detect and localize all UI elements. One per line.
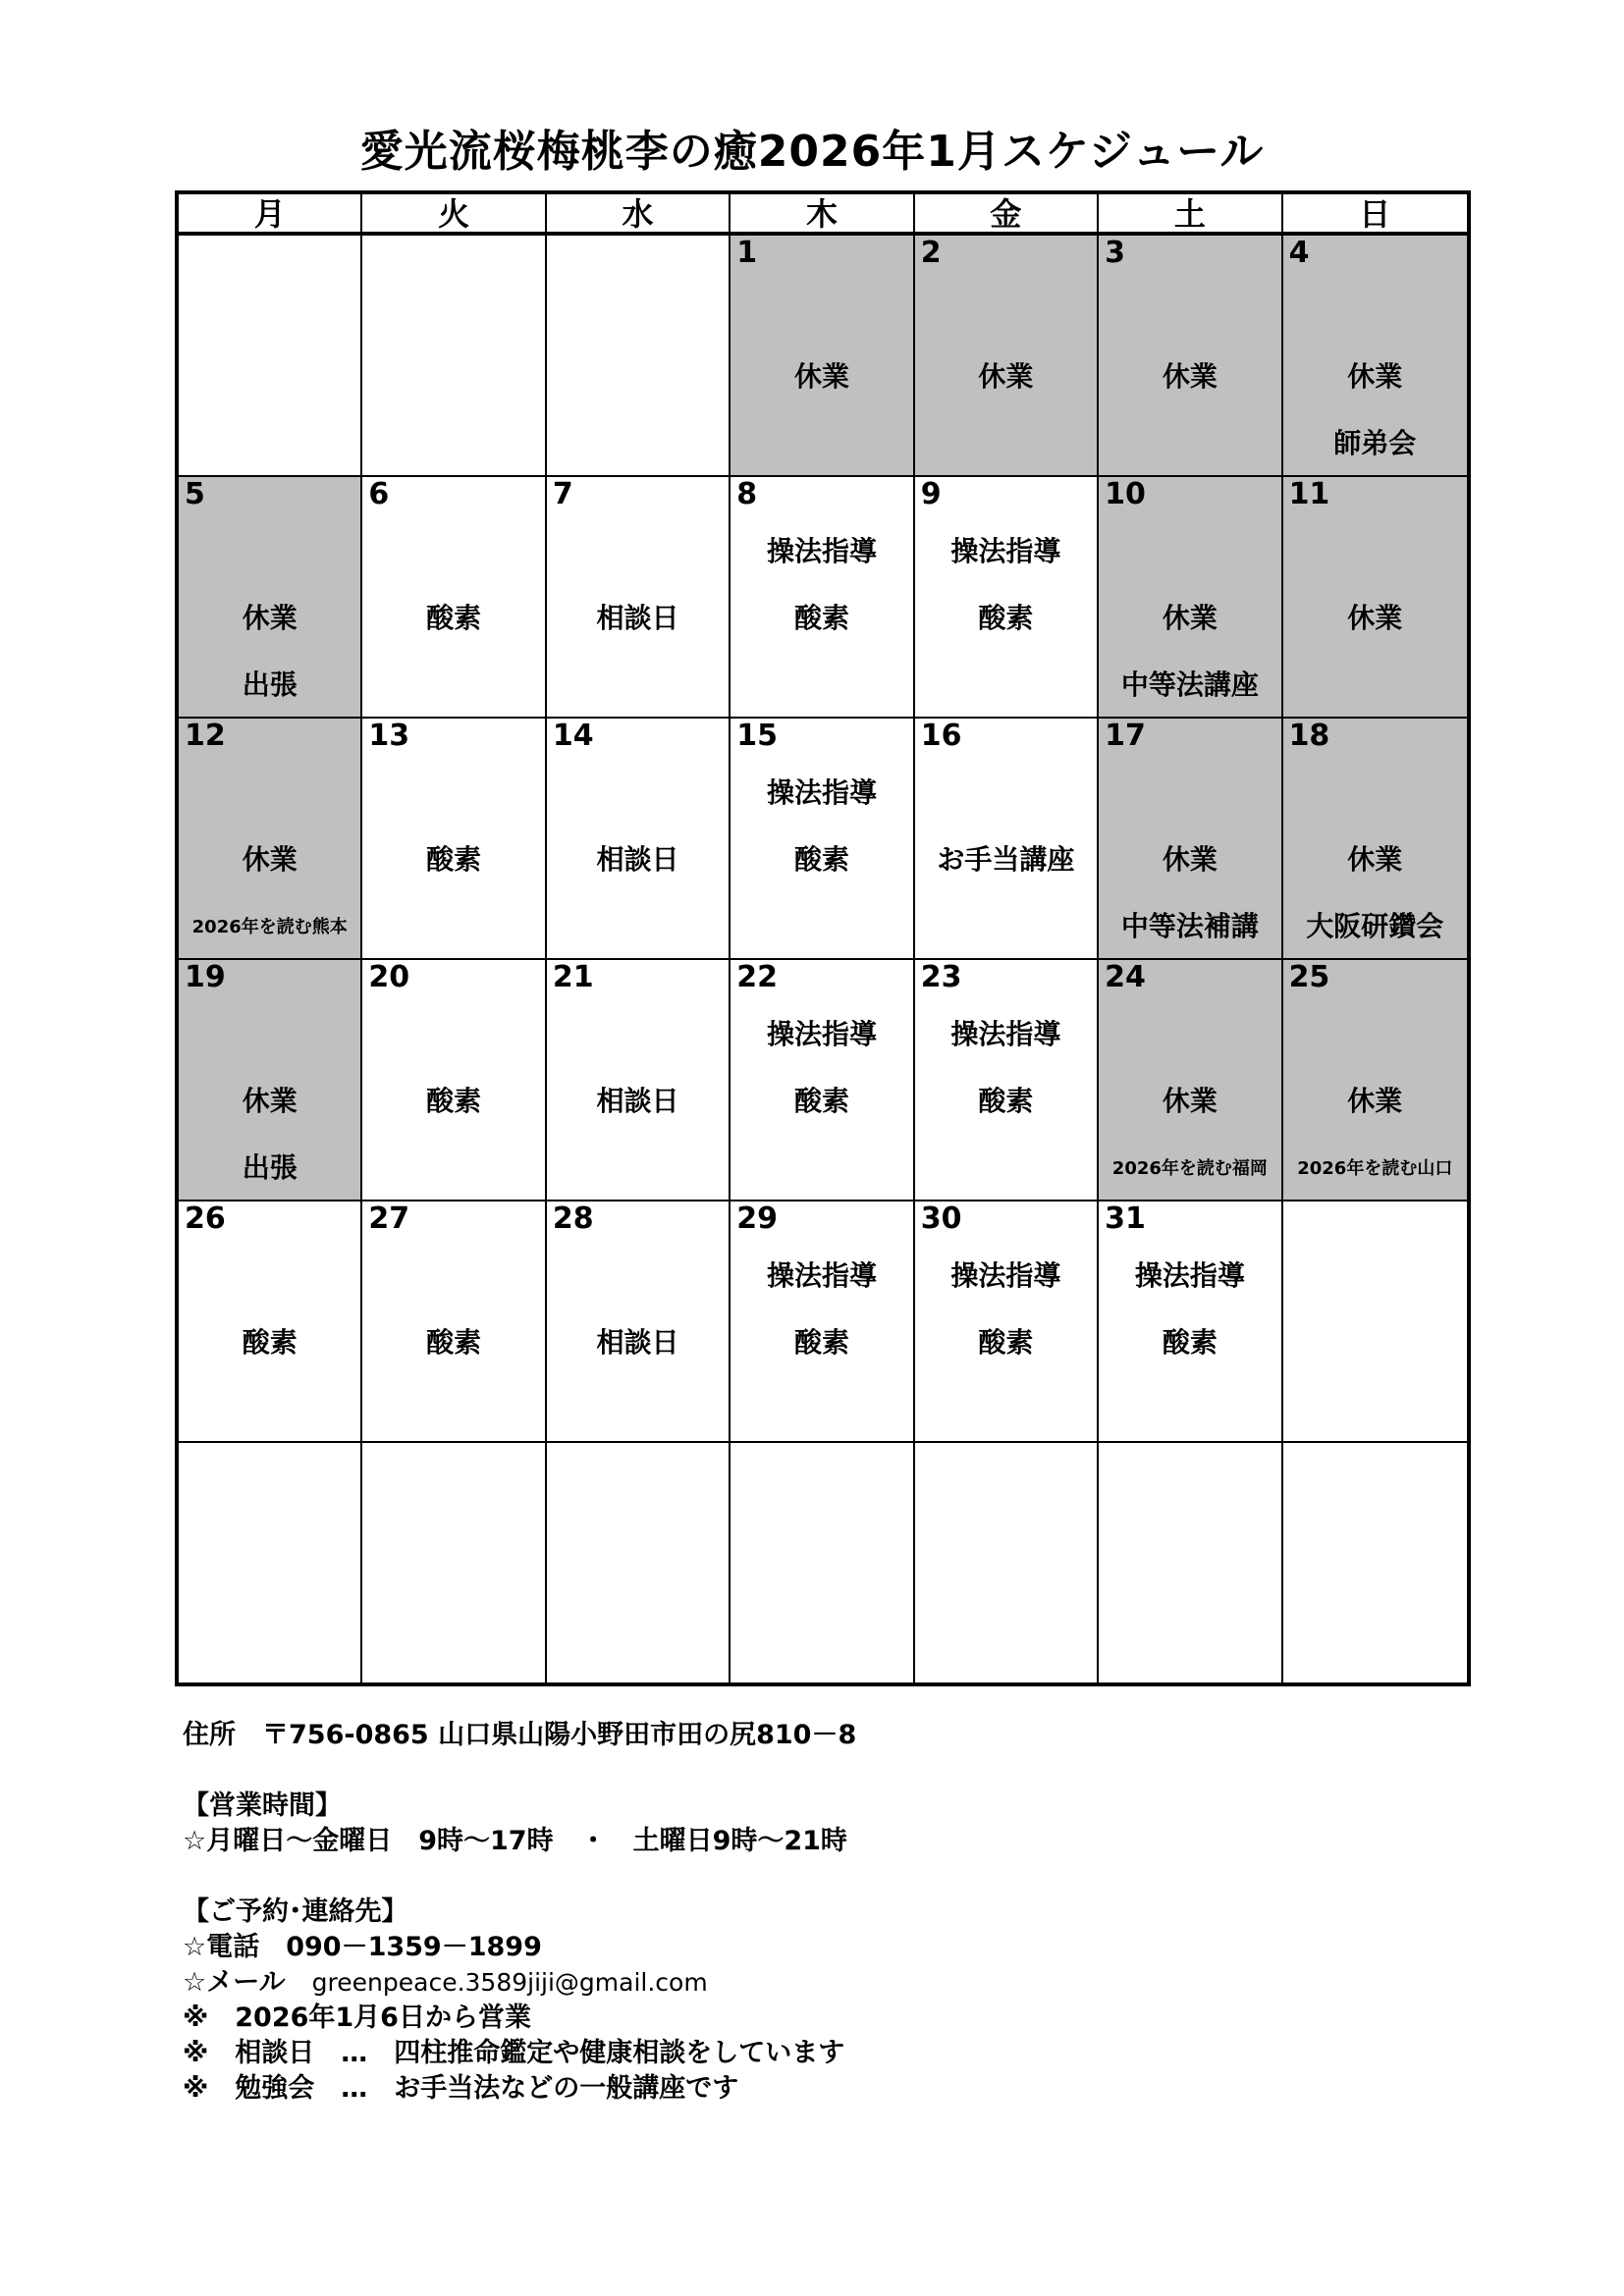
day-number: 23 — [920, 960, 962, 994]
day-number: 27 — [368, 1201, 410, 1236]
day-cell — [179, 1201, 362, 1443]
day-cell — [547, 477, 731, 719]
day-event-main: 酸素 — [793, 1085, 849, 1117]
day-cell — [731, 719, 914, 960]
day-cell — [915, 1443, 1099, 1682]
weekday-header: 木 — [731, 194, 914, 236]
day-event-main: 酸素 — [793, 602, 849, 634]
day-event-top: 操法指導 — [950, 1259, 1061, 1292]
day-event-main: 休業 — [1162, 360, 1218, 393]
note-study: ※ 勉強会 … お手当法などの一般講座です — [183, 2073, 739, 2104]
day-number: 4 — [1288, 236, 1310, 270]
day-number: 13 — [368, 719, 410, 753]
day-number: 7 — [552, 477, 573, 511]
day-number: 25 — [1288, 960, 1330, 994]
day-cell — [362, 477, 546, 719]
day-number: 29 — [736, 1201, 779, 1236]
day-number: 3 — [1105, 236, 1126, 270]
day-event-top: 操法指導 — [766, 535, 877, 567]
day-number: 21 — [552, 960, 594, 994]
day-event-main: 休業 — [1347, 843, 1403, 876]
day-cell — [915, 236, 1099, 477]
day-cell — [731, 1201, 914, 1443]
day-event-bottom: 大阪研鑽会 — [1306, 910, 1444, 942]
day-cell — [547, 960, 731, 1201]
day-event-main: 休業 — [1347, 1085, 1403, 1117]
day-number: 16 — [920, 719, 962, 753]
day-cell — [547, 236, 731, 477]
day-event-main: 酸素 — [793, 1326, 849, 1359]
day-event-main: 休業 — [1347, 360, 1403, 393]
day-event-bottom: 中等法講座 — [1120, 668, 1259, 701]
day-cell — [731, 1443, 914, 1682]
day-event-bottom: 出張 — [242, 1151, 298, 1184]
contact-heading: 【ご予約･連絡先】 — [183, 1896, 408, 1927]
note-open-date: ※ 2026年1月6日から営業 — [183, 2002, 531, 2033]
day-event-bottom: 2026年を読む熊本 — [191, 917, 348, 937]
day-event-top: 操法指導 — [1134, 1259, 1245, 1292]
day-cell — [547, 1443, 731, 1682]
day-number: 9 — [920, 477, 942, 511]
day-number: 5 — [185, 477, 205, 511]
day-cell — [179, 960, 362, 1201]
day-cell — [915, 719, 1099, 960]
day-number: 17 — [1105, 719, 1146, 753]
day-cell — [362, 719, 546, 960]
note-consult: ※ 相談日 … 四柱推命鑑定や健康相談をしています — [183, 2038, 845, 2068]
weekday-header: 土 — [1099, 194, 1282, 236]
calendar-grid — [175, 190, 1471, 1686]
day-event-main: 休業 — [1162, 602, 1218, 634]
day-cell — [179, 236, 362, 477]
day-event-main: 酸素 — [426, 843, 482, 876]
day-number: 22 — [736, 960, 779, 994]
day-event-top: 操法指導 — [950, 535, 1061, 567]
day-event-main: 休業 — [242, 843, 298, 876]
mail-label: ☆メール — [183, 1967, 312, 1998]
day-cell — [362, 1201, 546, 1443]
mail-line — [183, 1965, 856, 2001]
day-number: 10 — [1105, 477, 1146, 511]
day-cell — [1283, 236, 1467, 477]
day-cell — [1283, 719, 1467, 960]
day-cell — [731, 236, 914, 477]
day-event-main: 相談日 — [596, 1085, 679, 1117]
day-event-main: 休業 — [978, 360, 1034, 393]
day-cell — [547, 719, 731, 960]
day-event-top: 操法指導 — [766, 776, 877, 809]
weekday-header: 金 — [915, 194, 1099, 236]
day-cell — [1283, 477, 1467, 719]
day-cell — [1099, 236, 1282, 477]
day-cell — [1283, 1443, 1467, 1682]
day-event-main: 酸素 — [426, 1085, 482, 1117]
day-number: 15 — [736, 719, 779, 753]
info-block — [183, 1718, 856, 2107]
day-event-main: 酸素 — [242, 1326, 298, 1359]
day-cell — [1099, 1201, 1282, 1443]
mail-address[interactable]: greenpeace.3589jiji@gmail.com — [311, 1968, 708, 1997]
day-event-main: 休業 — [1347, 602, 1403, 634]
day-event-main: 休業 — [793, 360, 849, 393]
hours: ☆月曜日～金曜日 9時～17時 ・ 土曜日9時～21時 — [183, 1826, 847, 1856]
day-event-main: 相談日 — [596, 1326, 679, 1359]
day-cell — [1099, 719, 1282, 960]
day-event-main: 酸素 — [793, 843, 849, 876]
day-cell — [915, 1201, 1099, 1443]
day-number: 24 — [1105, 960, 1146, 994]
day-number: 18 — [1288, 719, 1330, 753]
day-cell — [1099, 477, 1282, 719]
day-number: 28 — [552, 1201, 594, 1236]
day-event-top: 操法指導 — [766, 1018, 877, 1050]
day-number: 8 — [736, 477, 758, 511]
day-cell — [362, 960, 546, 1201]
day-event-top: 操法指導 — [766, 1259, 877, 1292]
day-event-top: 操法指導 — [950, 1018, 1061, 1050]
day-number: 1 — [736, 236, 758, 270]
day-cell — [547, 1201, 731, 1443]
day-event-main: 休業 — [242, 1085, 298, 1117]
day-cell — [179, 719, 362, 960]
address: 住所 〒756-0865 山口県山陽小野田市田の尻810－8 — [183, 1720, 857, 1750]
day-cell — [362, 236, 546, 477]
day-number: 20 — [368, 960, 410, 994]
day-number: 14 — [552, 719, 594, 753]
weekday-header: 日 — [1283, 194, 1467, 236]
day-cell — [731, 960, 914, 1201]
day-event-main: 酸素 — [1162, 1326, 1218, 1359]
day-number: 12 — [185, 719, 226, 753]
day-number: 6 — [368, 477, 390, 511]
day-cell — [915, 477, 1099, 719]
day-event-main: お手当講座 — [937, 843, 1075, 876]
day-cell — [1099, 960, 1282, 1201]
day-event-main: 酸素 — [978, 1326, 1034, 1359]
day-cell — [1283, 1201, 1467, 1443]
weekday-header: 月 — [179, 194, 362, 236]
day-event-main: 酸素 — [978, 602, 1034, 634]
day-event-bottom: 中等法補講 — [1120, 910, 1259, 942]
day-number: 11 — [1288, 477, 1330, 511]
day-event-main: 休業 — [1162, 1085, 1218, 1117]
day-number: 19 — [185, 960, 226, 994]
day-number: 2 — [920, 236, 942, 270]
day-cell — [731, 477, 914, 719]
phone: ☆電話 090－1359－1899 — [183, 1932, 542, 1962]
page-title: 愛光流桜梅桃李の癒2026年1月スケジュール — [359, 127, 1265, 177]
day-event-main: 相談日 — [596, 843, 679, 876]
weekday-header: 火 — [362, 194, 546, 236]
day-number: 31 — [1105, 1201, 1146, 1236]
day-event-main: 酸素 — [978, 1085, 1034, 1117]
day-cell — [362, 1443, 546, 1682]
hours-heading: 【営業時間】 — [183, 1790, 342, 1821]
day-cell — [179, 1443, 362, 1682]
day-number: 26 — [185, 1201, 226, 1236]
day-event-bottom: 出張 — [242, 668, 298, 701]
day-event-bottom: 2026年を読む山口 — [1297, 1158, 1453, 1179]
day-cell — [179, 477, 362, 719]
day-cell — [1283, 960, 1467, 1201]
day-event-main: 休業 — [242, 602, 298, 634]
weekday-header: 水 — [547, 194, 731, 236]
day-event-main: 休業 — [1162, 843, 1218, 876]
day-event-bottom: 2026年を読む福岡 — [1111, 1158, 1268, 1179]
day-number: 30 — [920, 1201, 962, 1236]
day-event-bottom: 師弟会 — [1333, 427, 1417, 459]
day-event-main: 酸素 — [426, 1326, 482, 1359]
day-cell — [915, 960, 1099, 1201]
day-event-main: 相談日 — [596, 602, 679, 634]
day-event-main: 酸素 — [426, 602, 482, 634]
day-cell — [1099, 1443, 1282, 1682]
